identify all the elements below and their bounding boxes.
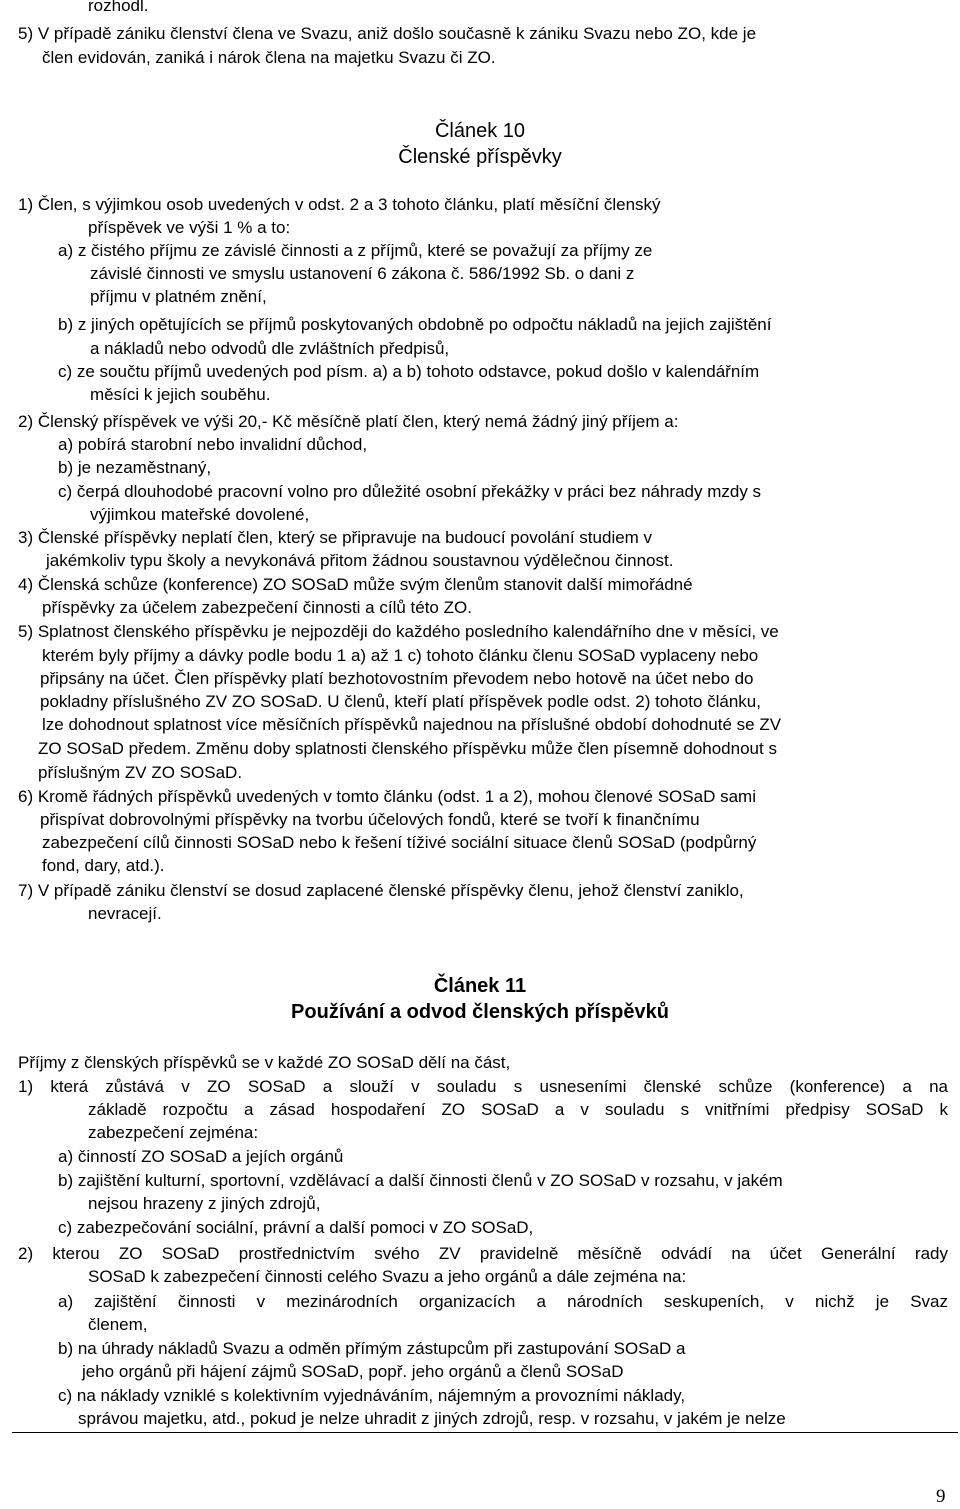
- text-line: pokladny příslušného ZV ZO SOSaD. U členů, kteří platí příspěvek podle odst. 2) tohoto článku,: [40, 692, 761, 711]
- page-number: 9: [936, 1486, 946, 1507]
- text-line: příspěvky za účelem zabezpečení činnosti a cílů této ZO.: [42, 598, 472, 617]
- text-line: přispívat dobrovolnými příspěvky na tvorbu účelových fondů, které se tvoří k finančnímu: [40, 810, 700, 829]
- list-item: a) zajištění činnosti v mezinárodních organizacích a národních seskupeních, v nichž je Svaz: [58, 1292, 948, 1311]
- list-item: b) je nezaměstnaný,: [58, 458, 212, 477]
- text-line: člen evidován, zaniká i nárok člena na majetku Svazu či ZO.: [42, 48, 496, 67]
- article-10-heading: Článek 10: [434, 120, 526, 142]
- text-line: základě rozpočtu a zásad hospodaření ZO SOSaD a v souladu s vnitřními předpisy SOSaD k: [88, 1100, 948, 1119]
- list-item: c) čerpá dlouhodobé pracovní volno pro důležité osobní překážky v práci bez náhrady mzdy s: [58, 482, 762, 501]
- text-line: členem,: [88, 1315, 148, 1334]
- list-item: b) z jiných opětujících se příjmů poskytovaných obdobně po odpočtu nákladů na jejich zajištění: [58, 315, 772, 334]
- list-item: b) na úhrady nákladů Svazu a odměn přímým zástupcům při zastupování SOSaD a: [58, 1339, 686, 1358]
- text-line: 1) Člen, s výjimkou osob uvedených v odst. 2 a 3 tohoto článku, platí měsíční členský: [18, 195, 661, 214]
- text-line: 3) Členské příspěvky neplatí člen, který se připravuje na budoucí povolání studiem v: [18, 528, 653, 547]
- text-line: 1) která zůstává v ZO SOSaD a slouží v souladu s usneseními členské schůze (konference) a na: [18, 1077, 948, 1096]
- text-line: jeho orgánů při hájení zájmů SOSaD, popř. jeho orgánů a členů SOSaD: [82, 1362, 624, 1381]
- text-line: 2) kterou ZO SOSaD prostřednictvím svého ZV pravidelně měsíčně odvádí na účet Generální rady: [18, 1244, 948, 1263]
- footer-rule: [12, 1432, 958, 1433]
- text-line: měsíci k jejich souběhu.: [90, 385, 271, 404]
- text-line: zabezpečení cílů činnosti SOSaD nebo k řešení tíživé sociální situace členů SOSaD (podpůrný: [42, 833, 757, 852]
- text-line: připsány na účet. Člen příspěvky platí bezhotovostním převodem nebo hotově na účet nebo do: [40, 669, 754, 688]
- text-line: nejsou hrazeny z jiných zdrojů,: [88, 1194, 321, 1213]
- text-line: výjimkou mateřské dovolené,: [90, 505, 310, 524]
- text-line: zabezpečení zejména:: [88, 1123, 259, 1142]
- text-line: fond, dary, atd.).: [42, 856, 165, 875]
- text-line: 5) Splatnost členského příspěvku je nejpozději do každého posledního kalendářního dne v měsíci, ve: [18, 622, 779, 641]
- article-11-heading: Článek 11: [433, 975, 527, 997]
- text-line: 6) Kromě řádných příspěvků uvedených v tomto článku (odst. 1 a 2), mohou členové SOSaD sami: [18, 787, 756, 806]
- text-line: příjmu v platném znění,: [90, 287, 267, 306]
- text-line: lze dohodnout splatnost více měsíčních příspěvků najednou na příslušné období dohodnuté se ZV: [42, 715, 782, 734]
- list-item: a) z čistého příjmu ze závislé činnosti a z příjmů, které se považují za příjmy ze: [58, 241, 653, 260]
- text-line: Příjmy z členských příspěvků se v každé ZO SOSaD dělí na část,: [18, 1053, 511, 1072]
- text-line: 4) Členská schůze (konference) ZO SOSaD může svým členům stanovit další mimořádné: [18, 575, 693, 594]
- text-line: nevracejí.: [88, 904, 162, 923]
- text-line: správou majetku, atd., pokud je nelze uhradit z jiných zdrojů, resp. v rozsahu, v jakém je nelze: [78, 1409, 786, 1428]
- list-item: c) ze součtu příjmů uvedených pod písm. a) a b) tohoto odstavce, pokud došlo v kalendářním: [58, 362, 760, 381]
- article-11-title: Používání a odvod členských příspěvků: [291, 1001, 669, 1023]
- list-item: b) zajištění kulturní, sportovní, vzdělávací a další činnosti členů v ZO SOSaD v rozsahu, v jakém: [58, 1171, 783, 1190]
- text-line: SOSaD k zabezpečení činnosti celého Svazu a jeho orgánů a dále zejména na:: [88, 1267, 687, 1286]
- text-line: příslušným ZV ZO SOSaD.: [38, 763, 243, 782]
- text-line: 5) V případě zániku členství člena ve Svazu, aniž došlo současně k zániku Svazu nebo ZO, kde je: [18, 24, 757, 43]
- list-item: a) pobírá starobní nebo invalidní důchod,: [58, 435, 368, 454]
- text-line: a nákladů nebo odvodů dle zvláštních předpisů,: [90, 339, 450, 358]
- text-line: rozhodl.: [88, 0, 149, 15]
- list-item: c) zabezpečování sociální, právní a další pomoci v ZO SOSaD,: [58, 1218, 534, 1237]
- text-line: závislé činnosti ve smyslu ustanovení 6 zákona č. 586/1992 Sb. o dani z: [90, 264, 635, 283]
- list-item: c) na náklady vzniklé s kolektivním vyjednáváním, nájemným a provozními náklady,: [58, 1386, 686, 1405]
- text-line: 2) Členský příspěvek ve výši 20,- Kč měsíčně platí člen, který nemá žádný jiný příjem a:: [18, 412, 679, 431]
- text-line: kterém byly příjmy a dávky podle bodu 1 a) až 1 c) tohoto článku členu SOSaD vyplaceny nebo: [42, 646, 759, 665]
- text-line: příspěvek ve výši 1 % a to:: [88, 218, 291, 237]
- text-line: jakémkoliv typu školy a nevykonává přitom žádnou soustavnou výdělečnou činnost.: [46, 551, 674, 570]
- article-10-title: Členské příspěvky: [398, 146, 562, 168]
- list-item: a) činností ZO SOSaD a jejích orgánů: [58, 1147, 344, 1166]
- text-line: ZO SOSaD předem. Změnu doby splatnosti členského příspěvku může člen písemně dohodnout s: [38, 739, 777, 758]
- text-line: 7) V případě zániku členství se dosud zaplacené členské příspěvky členu, jehož členství zaniklo,: [18, 881, 744, 900]
